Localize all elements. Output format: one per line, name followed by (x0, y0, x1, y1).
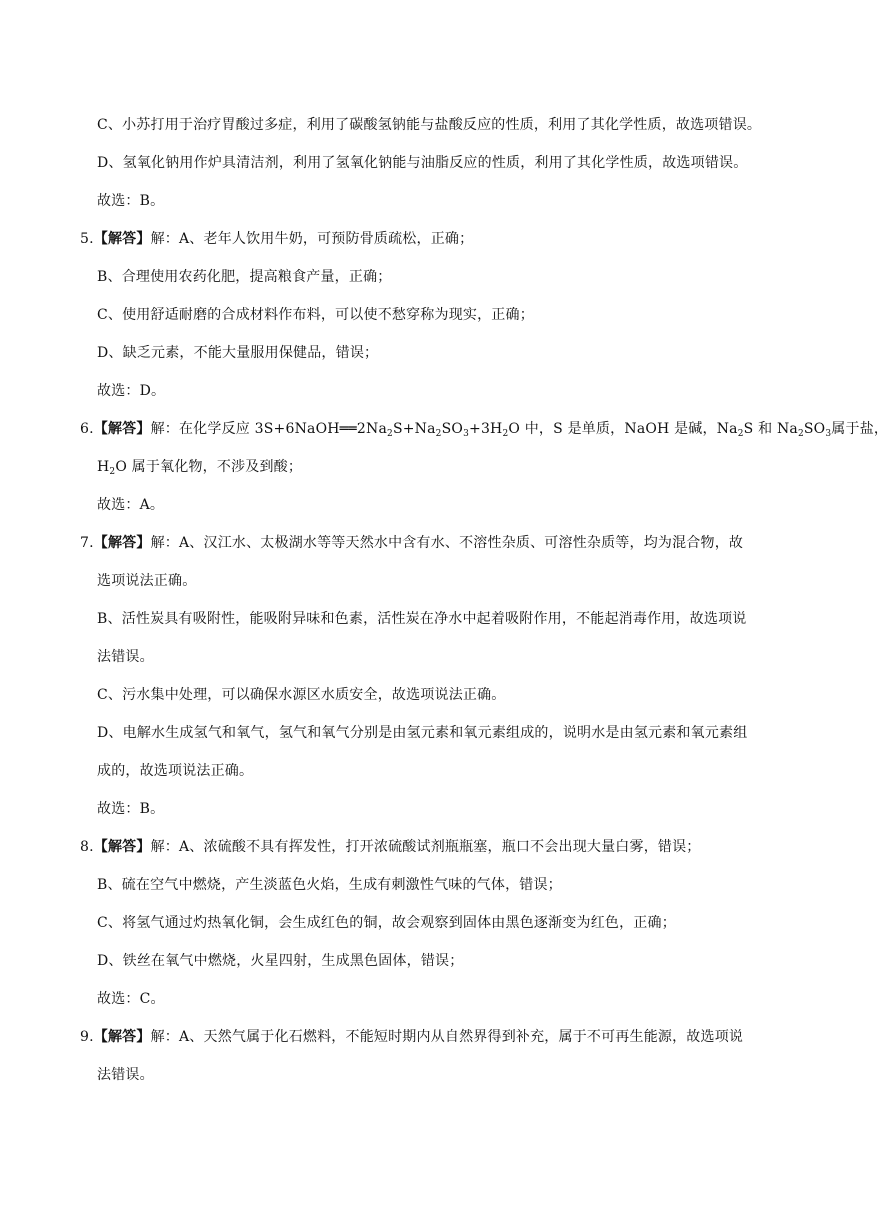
question-number: 8. (80, 839, 94, 855)
answer-text: SO (803, 421, 826, 437)
text-line: 故选：B。 (97, 193, 165, 209)
text-line: C、污水集中处理，可以确保水源区水质安全，故选项说法正确。 (97, 687, 506, 703)
subscript: 2 (737, 429, 744, 439)
question-number: 7. (80, 535, 94, 551)
question-number: 5. (80, 231, 94, 247)
answer-prefix: 解： (150, 421, 179, 437)
answer-tag: 【解答】 (93, 231, 151, 247)
answer-text: A、老年人饮用牛奶，可预防骨质疏松，正确； (178, 231, 474, 247)
answer-prefix: 解： (150, 839, 179, 855)
subscript: 2 (387, 429, 393, 439)
text-line: 法错误。 (97, 1067, 154, 1083)
answer-text: O 属于氧化物，不涉及到酸； (115, 459, 303, 475)
text-line: B、活性炭具有吸附性，能吸附异味和色素，活性炭在净水中起着吸附作用，不能起消毒作用，故选项说 (97, 611, 747, 627)
answer-tag: 【解答】 (93, 1029, 151, 1045)
text-line (97, 457, 302, 477)
text-line: B、硫在空气中燃烧，产生淡蓝色火焰，生成有刺激性气味的气体，错误； (97, 877, 562, 893)
subscript: 2 (435, 429, 442, 439)
answer-tag: 【解答】 (93, 839, 151, 855)
question-9-answer (80, 1027, 743, 1047)
answer-text: +3H (469, 421, 503, 437)
answer-prefix: 解： (150, 535, 179, 551)
subscript: 2 (109, 467, 116, 477)
answer-tag: 【解答】 (93, 535, 151, 551)
text-line: 成的，故选项说法正确。 (97, 763, 254, 779)
question-8-answer (80, 837, 701, 857)
answer-text: S+Na (392, 421, 436, 437)
text-line: D、氢氧化钠用作炉具清洁剂，利用了氢氧化钠能与油脂反应的性质，利用了其化学性质，故选项错误。 (97, 155, 748, 171)
text-line: 故选：A。 (97, 497, 165, 513)
text-line: D、电解水生成氢气和氧气，氢气和氧气分别是由氢元素和氧元素组成的，说明水是由氢元素和氧元素组 (97, 725, 748, 741)
answer-tag: 【解答】 (93, 421, 151, 437)
answer-text: 在化学反应 3S+6NaOH══2Na (178, 421, 388, 437)
question-number: 9. (80, 1029, 94, 1045)
answer-text: S 和 Na (743, 421, 798, 437)
question-number: 6. (80, 421, 94, 437)
text-line: B、合理使用农药化肥，提高粮食产量，正确； (97, 269, 392, 285)
subscript: 3 (825, 429, 832, 439)
text-line: 故选：B。 (97, 801, 165, 817)
text-line: C、小苏打用于治疗胃酸过多症，利用了碳酸氢钠能与盐酸反应的性质，利用了其化学性质，故选项错误。 (97, 117, 762, 133)
answer-text: 属于盐， (831, 421, 888, 437)
answer-text: H (97, 459, 110, 475)
text-line: C、使用舒适耐磨的合成材料作布料，可以使不愁穿称为现实，正确； (97, 307, 534, 323)
subscript: 2 (797, 429, 804, 439)
text-line: 故选：C。 (97, 991, 165, 1007)
answer-prefix: 解： (150, 231, 179, 247)
text-line: 选项说法正确。 (97, 573, 197, 589)
answer-text: O 中，S 是单质，NaOH 是碱，Na (508, 421, 738, 437)
text-line: 法错误。 (97, 649, 154, 665)
text-line: D、缺乏元素，不能大量服用保健品，错误； (97, 345, 379, 361)
answer-text: A、天然气属于化石燃料，不能短时期内从自然界得到补充，属于不可再生能源，故选项说 (178, 1029, 744, 1045)
question-5-answer (80, 229, 473, 249)
subscript: 3 (463, 429, 470, 439)
answer-text: SO (441, 421, 464, 437)
answer-text: A、汉江水、太极湖水等等天然水中含有水、不溶性杂质、可溶性杂质等，均为混合物，故 (178, 535, 744, 551)
question-7-answer (80, 533, 743, 553)
answer-text: A、浓硫酸不具有挥发性，打开浓硫酸试剂瓶瓶塞，瓶口不会出现大量白雾，错误； (178, 839, 701, 855)
question-6-answer (80, 419, 888, 439)
text-line: D、铁丝在氧气中燃烧，火星四射，生成黑色固体，错误； (97, 953, 464, 969)
text-line: 故选：D。 (97, 383, 166, 399)
text-line: C、将氢气通过灼热氧化铜，会生成红色的铜，故会观察到固体由黑色逐渐变为红色，正确； (97, 915, 676, 931)
answer-prefix: 解： (150, 1029, 179, 1045)
subscript: 2 (502, 429, 509, 439)
